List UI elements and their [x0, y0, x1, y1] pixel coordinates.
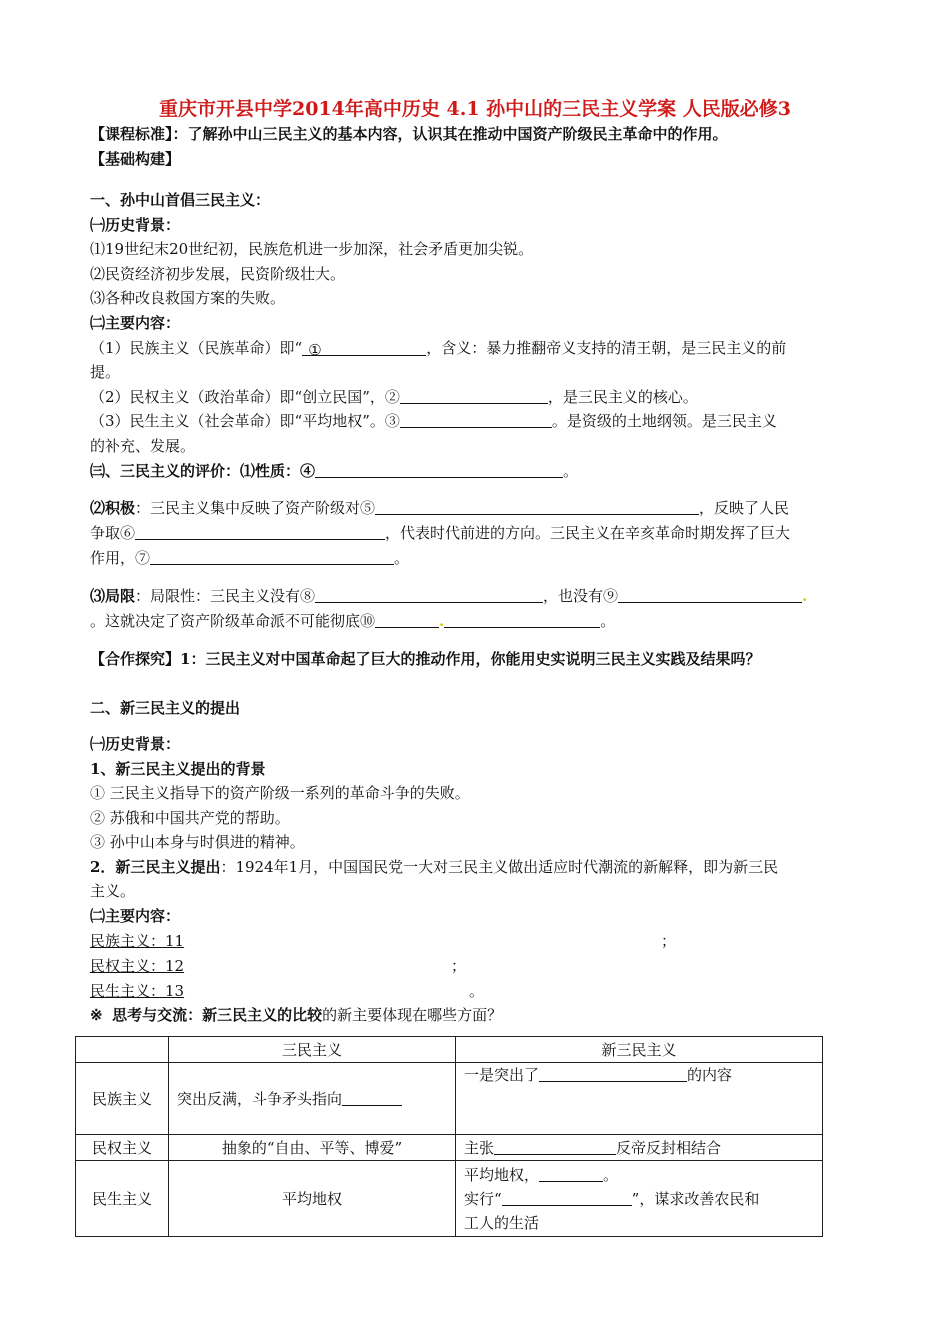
positive-text: ，反映了人民 [699, 499, 790, 517]
table-row [76, 1161, 823, 1237]
table-cell-old: 平均地权 [169, 1161, 456, 1237]
section1-background-item: ⑵民资经济初步发展，民资阶级壮大。 [90, 265, 346, 283]
section1-background-item: ⑴19世纪末20世纪初，民族危机进一步加深，社会矛盾更加尖锐。 [90, 240, 534, 258]
evaluation-heading: ㈢、三民主义的评价：⑴性质：④ [90, 462, 316, 480]
table-cell-new [456, 1135, 823, 1161]
limitation-text: ，也没有⑨ [543, 587, 619, 605]
section2-sub2-cont: 主义。 [90, 882, 136, 900]
think-bold-text: 思考与交流：新三民主义的比较 [112, 1006, 323, 1024]
positive-text: ，代表时代前进的方向。三民主义在辛亥革命时期发挥了巨大 [385, 524, 791, 542]
section2-sub1: 1、新三民主义提出的背景 [90, 760, 266, 778]
positive-text: 。 [394, 549, 410, 567]
answer-blank-1[interactable] [302, 339, 426, 359]
content-item-1-cont: 提。 [90, 363, 121, 381]
content-item-1-text: ，含义：暴力推翻帝义支持的清王朝，是三民主义的前 [426, 339, 787, 357]
content-item-2 [90, 386, 698, 408]
answer-blank-8[interactable] [315, 586, 543, 603]
think-text: 的新主要体现在哪些方面？ [322, 1006, 503, 1024]
limitation-end: 。 [600, 612, 616, 630]
inquiry-tag: 【合作探究】 [90, 650, 181, 668]
course-standard-text: ：了解孙中山三民主义的基本内容，认识其在推动中国资产阶级民主革命中的作用。 [172, 125, 728, 143]
table-cell-new [456, 1161, 823, 1237]
comparison-table [75, 1036, 823, 1237]
cell-line [464, 1187, 814, 1211]
section1-heading: 一、孙中山首倡三民主义： [90, 191, 271, 209]
course-standard [90, 123, 728, 145]
course-standard-tag: 【课程标准】 [90, 125, 173, 143]
section2-background-heading: ㈠历史背景： [90, 735, 181, 753]
section2-content-heading: ㈡主要内容： [90, 907, 181, 925]
answer-blank-6[interactable] [135, 523, 385, 540]
section1-background-item: ⑶各种改良救国方案的失败。 [90, 289, 286, 307]
answer-blank-3[interactable] [400, 411, 552, 428]
answer-blank-4[interactable] [315, 461, 563, 478]
answer-blank[interactable] [502, 1189, 632, 1206]
marker-dot: . [802, 587, 808, 605]
sub2-label: 2．新三民主义提出 [90, 858, 221, 876]
table-row [76, 1135, 823, 1161]
line-end: 。 [468, 982, 484, 1000]
evaluation-positive-cont [90, 522, 790, 544]
document-title: 重庆市开县中学2014年高中历史 4.1 孙中山的三民主义学案 人民版必修3 [158, 98, 791, 120]
line-end: ； [450, 957, 466, 975]
cell-text: 的内容 [687, 1066, 733, 1084]
answer-blank[interactable] [539, 1065, 687, 1082]
section2-background-item: ③ 孙中山本身与时俱进的精神。 [90, 833, 305, 851]
table-header-cell: 三民主义 [169, 1037, 456, 1063]
new-democracy-line[interactable] [90, 955, 474, 977]
evaluation-positive-cont [90, 547, 409, 569]
evaluation-nature [90, 460, 578, 482]
line-label: 民族主义：11 [90, 932, 185, 950]
answer-blank-9[interactable] [618, 586, 802, 603]
row-label: 民生主义 [76, 1161, 169, 1237]
cell-text: 主张 [464, 1138, 495, 1157]
table-header-row [76, 1037, 823, 1063]
content-item-3-text: （3）民生主义（社会革命）即“平均地权”。③ [90, 412, 400, 430]
cell-text: 实行“ [464, 1189, 502, 1208]
content-item-1-text: （1）民族主义（民族革命）即“ [90, 339, 303, 357]
blank-number: ① [308, 341, 322, 359]
content-item-3-text: 。是资级的土地纲领。是三民主义 [551, 412, 777, 430]
answer-blank-10a[interactable] [375, 611, 439, 628]
think-and-discuss [90, 1004, 502, 1026]
cell-text: 一是突出了 [464, 1066, 540, 1084]
evaluation-limitation-cont [90, 610, 615, 632]
new-livelihood-line[interactable] [90, 980, 484, 1002]
cell-text: 平均地权， [464, 1165, 540, 1184]
limitation-label: ⑶局限 [90, 587, 136, 605]
answer-blank-7[interactable] [150, 548, 394, 565]
limitation-text: 。这就决定了资产阶级革命派不可能彻底⑩ [90, 612, 376, 630]
positive-label: ⑵积极 [90, 499, 136, 517]
positive-text: 作用，⑦ [90, 549, 151, 567]
cell-text: 。 [603, 1165, 619, 1184]
section2-sub2 [90, 856, 778, 878]
cooperative-inquiry [90, 648, 760, 670]
content-item-3 [90, 410, 777, 432]
answer-blank-5[interactable] [375, 498, 699, 515]
section1-content-heading: ㈡主要内容： [90, 314, 181, 332]
section1-background-heading: ㈠历史背景： [90, 216, 181, 234]
limitation-text: ：局限性：三民主义没有⑧ [135, 587, 316, 605]
line-label: 民生主义：13 [90, 982, 185, 1000]
row-label: 民权主义 [76, 1135, 169, 1161]
table-header-cell: 新三民主义 [456, 1037, 823, 1063]
table-cell-new [456, 1063, 823, 1135]
sub2-text: ：1924年1月，中国国民党一大对三民主义做出适应时代潮流的新解释，即为新三民 [220, 858, 779, 876]
table-cell-old: 抽象的“自由、平等、博爱” [169, 1135, 456, 1161]
evaluation-positive [90, 497, 789, 519]
positive-text: 争取⑥ [90, 524, 136, 542]
evaluation-end: 。 [563, 462, 579, 480]
content-item-3-cont: 的补充、发展。 [90, 437, 196, 455]
table-header-cell [76, 1037, 169, 1063]
answer-blank-2[interactable] [400, 387, 548, 404]
table-row [76, 1063, 823, 1135]
reference-mark: ※ [90, 1006, 103, 1024]
cell-text: ”，谋求改善农民和 [631, 1189, 760, 1208]
row-label: 民族主义 [76, 1063, 169, 1135]
answer-blank-10b[interactable] [444, 611, 600, 628]
positive-text: ：三民主义集中反映了资产阶级对⑤ [135, 499, 376, 517]
cell-text: 反帝反封相结合 [616, 1138, 722, 1157]
answer-blank[interactable] [342, 1089, 402, 1106]
line-label: 民权主义：12 [90, 957, 185, 975]
content-item-2-text: （2）民权主义（政治革命）即“创立民国”，② [90, 388, 400, 406]
section2-heading: 二、新三民主义的提出 [90, 699, 241, 717]
section2-background-item: ② 苏俄和中国共产党的帮助。 [90, 809, 290, 827]
table-cell-old [169, 1063, 456, 1135]
inquiry-text: 1：三民主义对中国革命起了巨大的推动作用，你能用史实说明三民主义实践及结果吗？ [180, 650, 761, 668]
cell-line [464, 1163, 814, 1187]
new-nationalism-line[interactable] [90, 930, 676, 952]
section2-background-item: ① 三民主义指导下的资产阶级一系列的革命斗争的失败。 [90, 784, 470, 802]
cell-text: 突出反满，斗争矛头指向 [177, 1089, 343, 1108]
cell-line: 工人的生活 [464, 1213, 540, 1232]
foundation-heading: 【基础构建】 [90, 150, 181, 168]
content-item-2-text: ，是三民主义的核心。 [547, 388, 698, 406]
line-end: ； [660, 932, 676, 950]
answer-blank[interactable] [494, 1138, 616, 1155]
marker-dot: . [439, 612, 445, 630]
answer-blank[interactable] [539, 1165, 603, 1182]
evaluation-limitation [90, 585, 807, 607]
content-item-1 [90, 337, 786, 359]
